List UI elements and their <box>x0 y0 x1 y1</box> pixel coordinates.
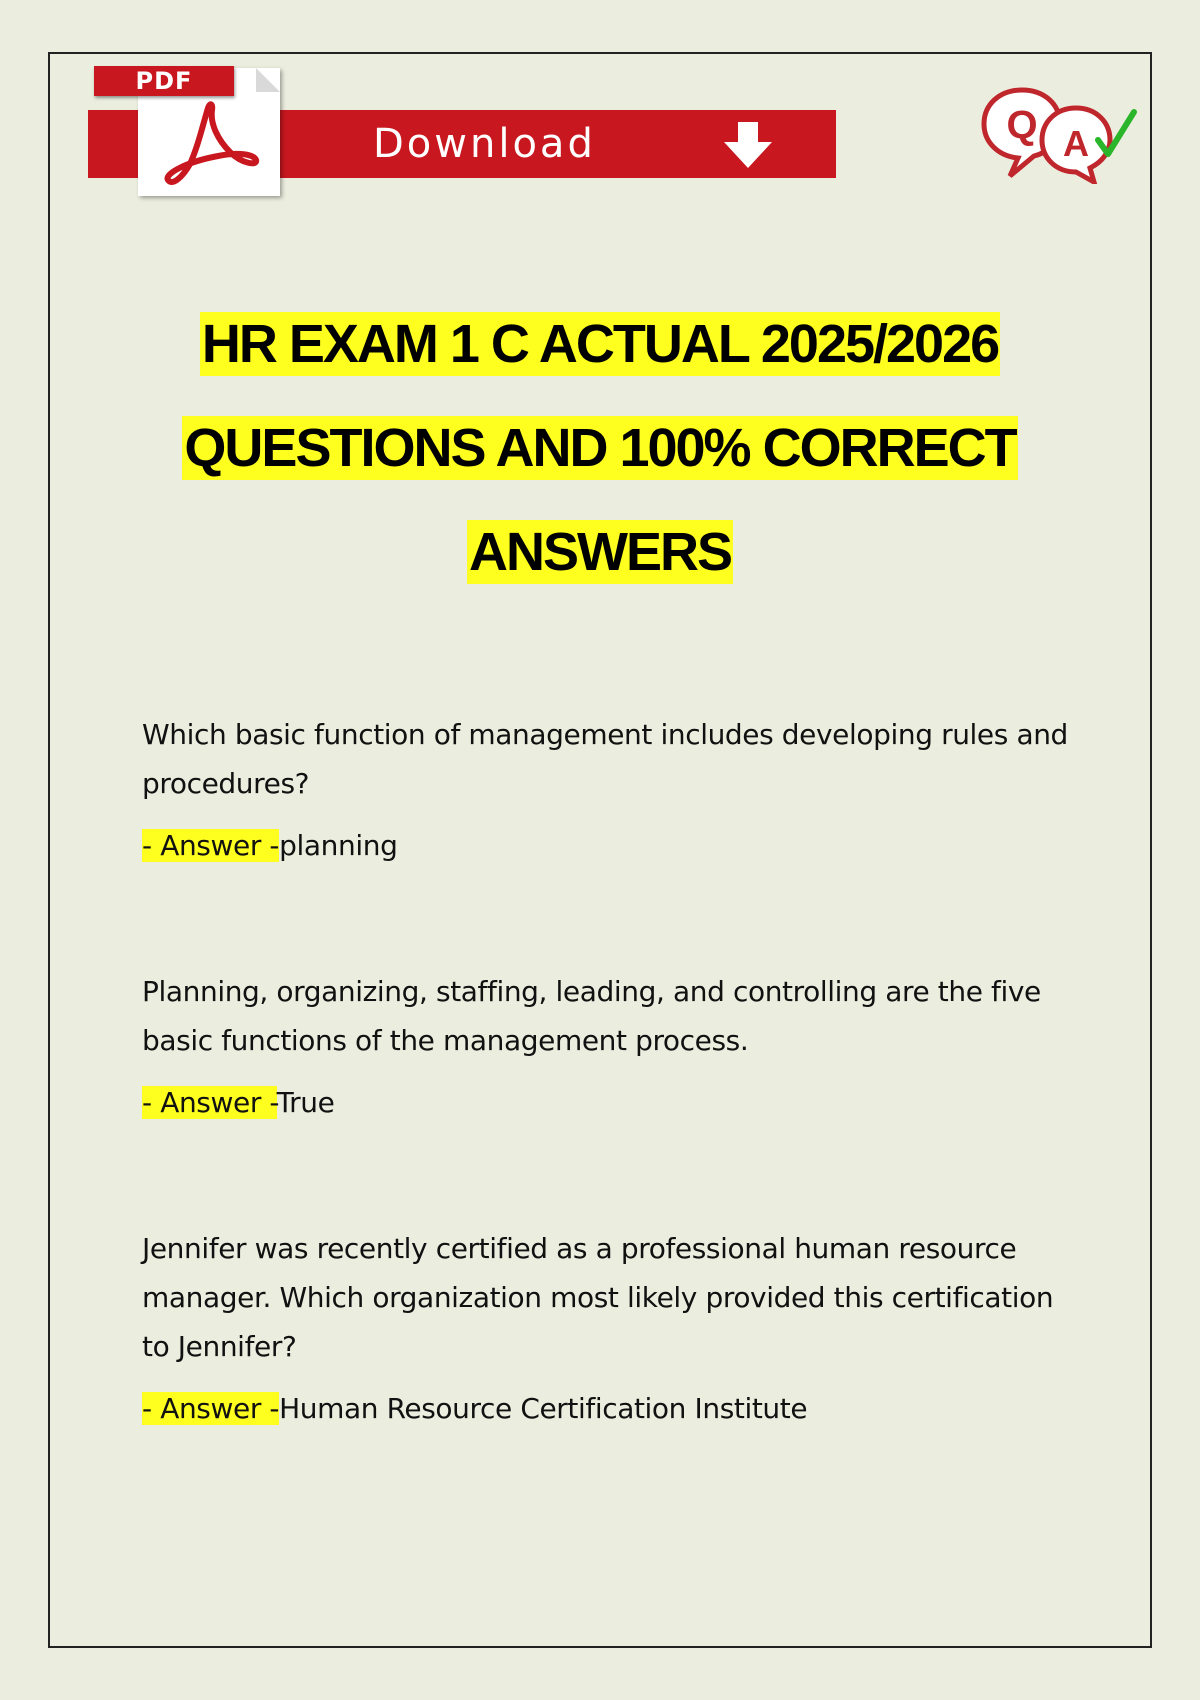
question-text: Jennifer was recently certified as a professional human resource manager. Which organization most likely provided this certification to Jennifer? <box>142 1232 1054 1363</box>
answer-line <box>142 828 1072 864</box>
question-text: Which basic function of management includes developing rules and procedures? <box>142 718 1068 800</box>
pdf-label: PDF <box>94 66 234 96</box>
qa-check-icon <box>980 84 1140 184</box>
logo-a-letter: A <box>1063 123 1089 164</box>
qa-item <box>142 967 1072 1121</box>
answer-text: Human Resource Certification Institute <box>279 1392 808 1425</box>
answer-text: planning <box>279 829 398 862</box>
answer-prefix: - Answer - <box>142 1086 277 1119</box>
title-line-1: HR EXAM 1 C ACTUAL 2025/2026 <box>201 314 999 374</box>
document-title <box>60 312 1140 624</box>
answer-prefix: - Answer - <box>142 1392 280 1425</box>
title-line-2: QUESTIONS AND 100% CORRECT <box>184 418 1016 478</box>
title-line-3: ANSWERS <box>468 522 731 582</box>
answer-line <box>142 1391 1072 1427</box>
download-banner[interactable] <box>88 64 836 182</box>
answer-line <box>142 1085 1072 1121</box>
download-label[interactable]: Download <box>373 121 596 167</box>
qa-item <box>142 710 1072 864</box>
logo-q-letter: Q <box>1006 103 1038 147</box>
answer-text: True <box>276 1086 335 1119</box>
download-arrow-icon[interactable] <box>720 122 776 168</box>
question-text: Planning, organizing, staffing, leading, and controlling are the five basic functions of the management process. <box>142 975 1041 1057</box>
qa-item <box>142 1224 1072 1427</box>
answer-prefix: - Answer - <box>142 829 280 862</box>
